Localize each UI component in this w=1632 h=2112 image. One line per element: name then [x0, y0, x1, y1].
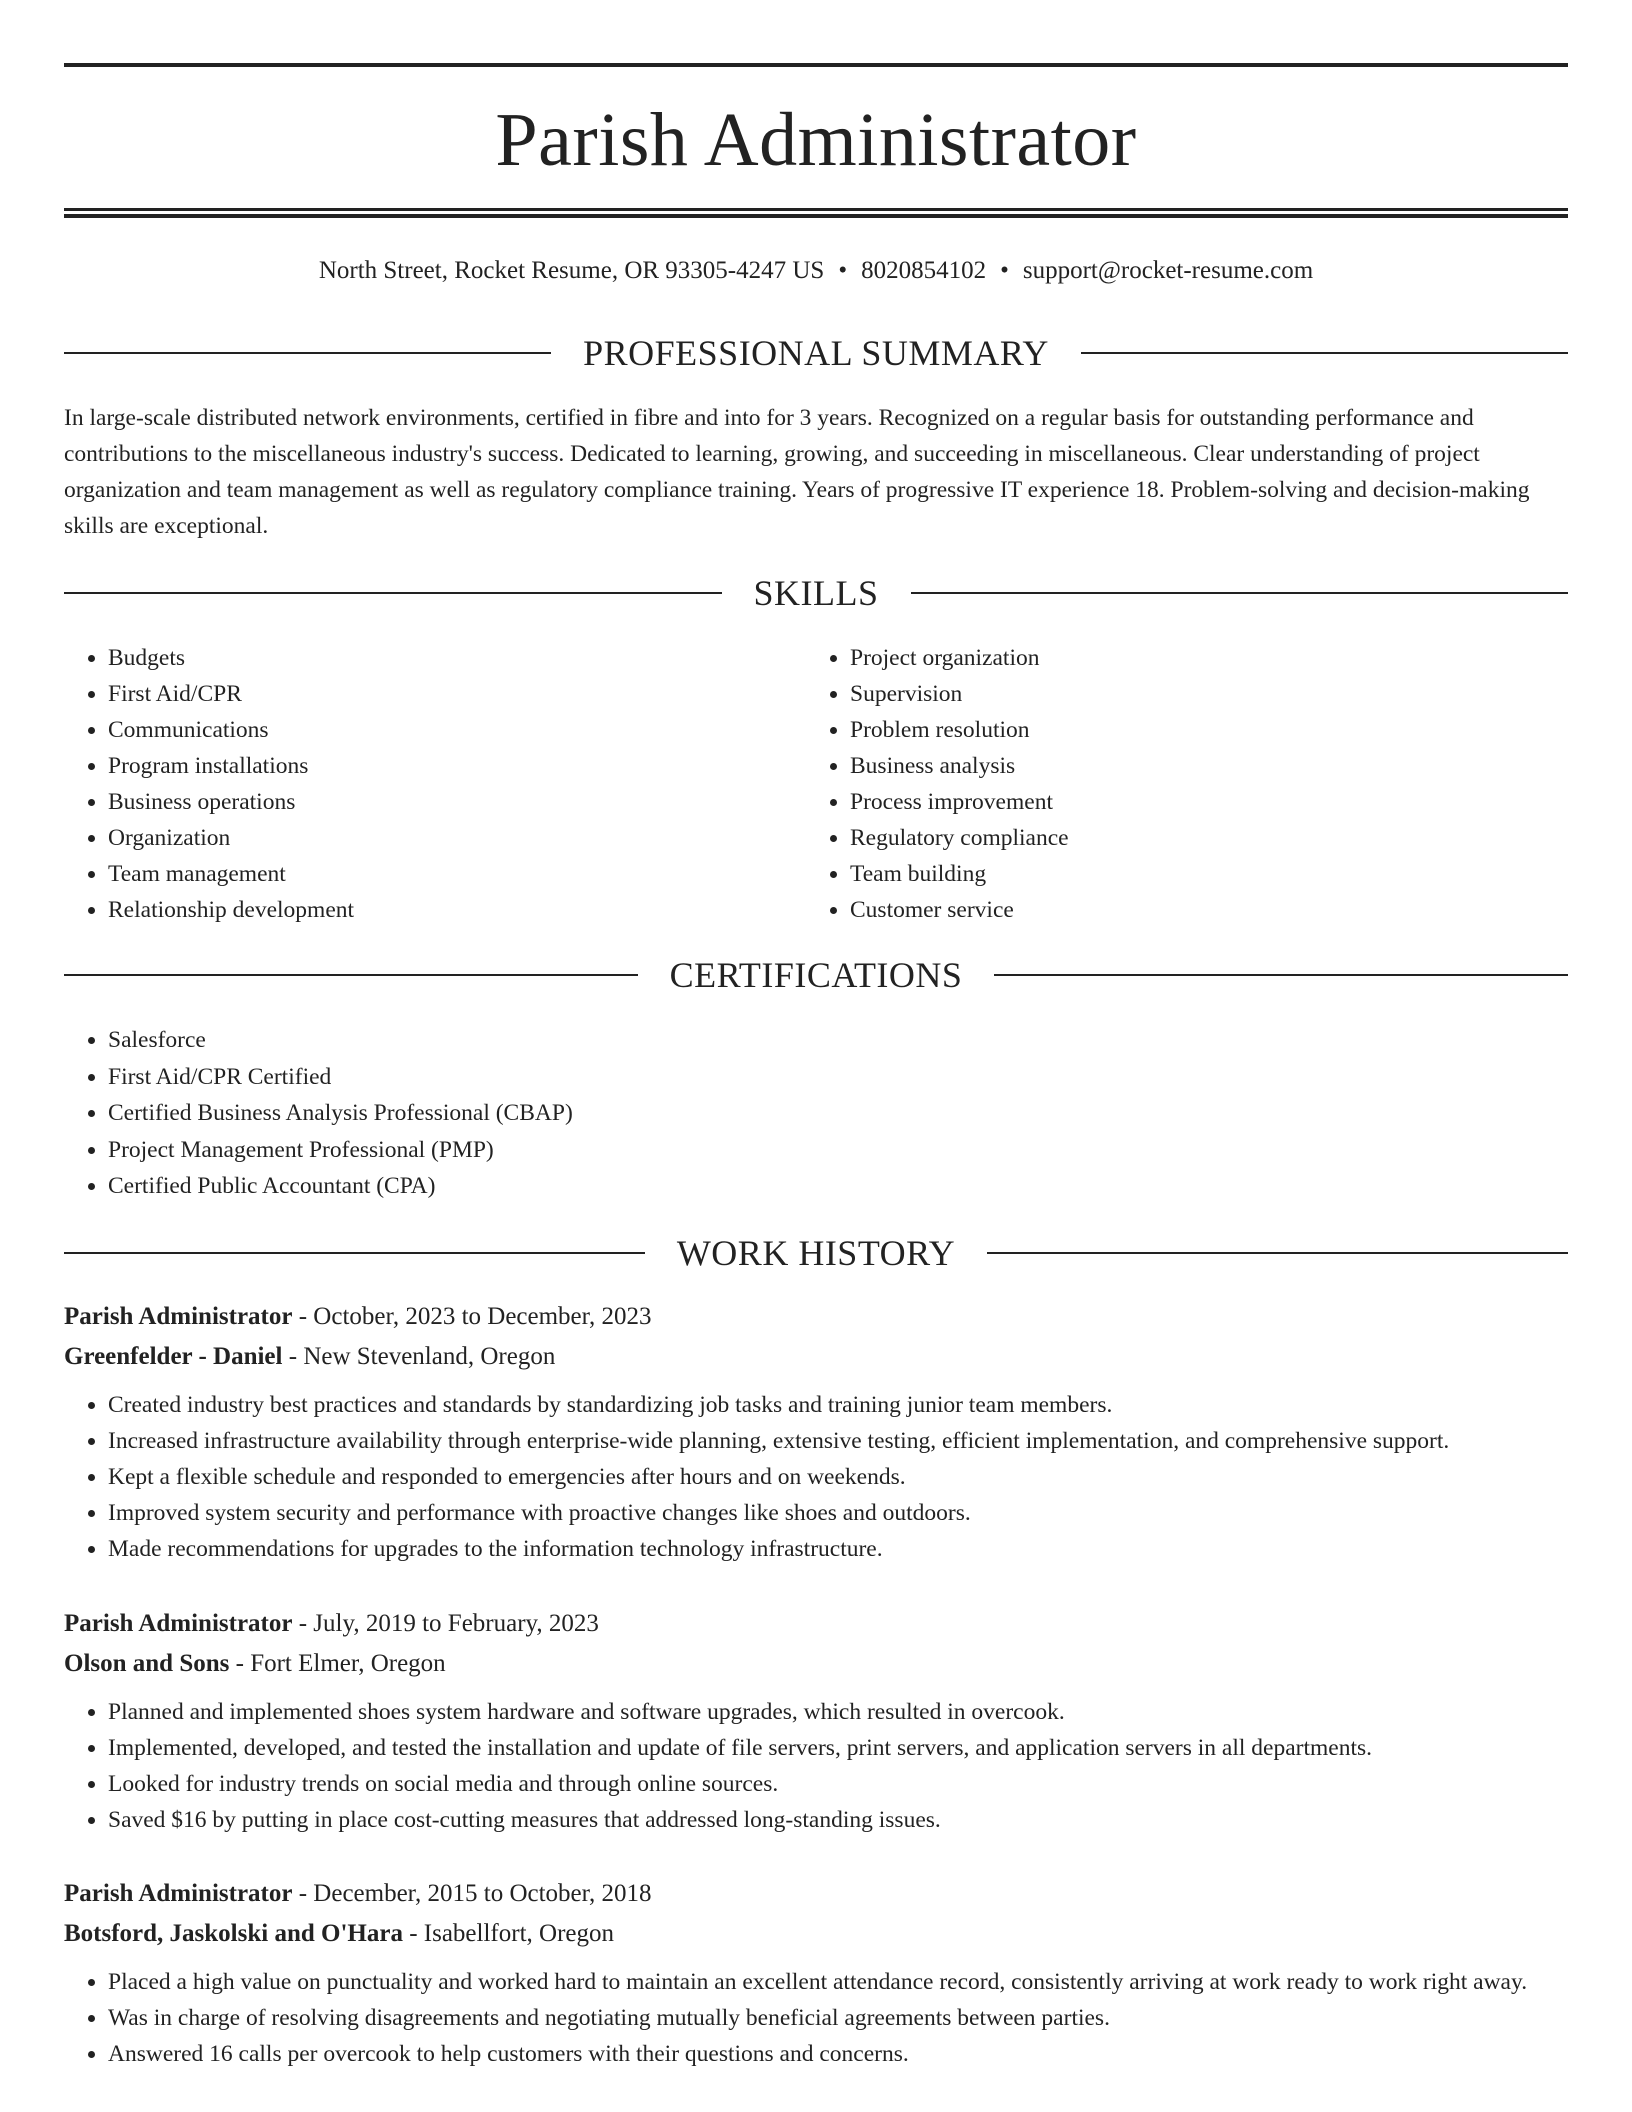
heading-rule: [64, 974, 638, 976]
job-dates: October, 2023 to December, 2023: [313, 1303, 652, 1330]
contact-email: support@rocket-resume.com: [1022, 257, 1314, 284]
certifications-list: [64, 1022, 1568, 1205]
certifications-block: [64, 1022, 1568, 1205]
job-company-line: Greenfelder - Daniel - New Stevenland, Oregon: [64, 1343, 556, 1370]
job-company: Greenfelder - Daniel: [64, 1343, 283, 1370]
skills-column-right: [806, 640, 1546, 928]
section-heading-work-history: [64, 1233, 1568, 1273]
contact-phone: 8020854102: [861, 257, 987, 284]
job-entry: [64, 1874, 1568, 2072]
job-dates: December, 2015 to October, 2018: [313, 1880, 652, 1907]
contact-separator: •: [838, 257, 848, 284]
list-item: • Planned and implemented shoes system hardware and software upgrades, which resulted in overcook.: [108, 1694, 1568, 1730]
header-top-rule: [64, 63, 1568, 67]
section-heading-summary: [64, 333, 1568, 373]
list-item: • Problem resolution: [850, 712, 1546, 748]
list-item: • Looked for industry trends on social media and through online sources.: [108, 1766, 1568, 1802]
list-item: • Team building: [850, 856, 1546, 892]
list-item: • Made recommendations for upgrades to the information technology infrastructure.: [108, 1531, 1568, 1567]
summary-text: In large-scale distributed network environments, certified in fibre and into for 3 years. Recognized on a regular basis for outstanding performance and contributions to the miscellaneous industry's success. Dedicated to learning, growing, and succeeding in miscellaneous. Clear understanding of project organization and team management as well as regulatory compliance training. Years of progressive IT experience 18. Problem-solving and decision-making skills are exceptional.: [64, 405, 1530, 539]
list-item: • Team management: [108, 856, 804, 892]
section-heading-certifications: [64, 955, 1568, 995]
list-item: • Supervision: [850, 676, 1546, 712]
list-item: • First Aid/CPR Certified: [108, 1059, 1568, 1096]
job-company-line: Olson and Sons - Fort Elmer, Oregon: [64, 1650, 446, 1677]
section-title: CERTIFICATIONS: [669, 955, 963, 995]
list-item: • Created industry best practices and standards by standardizing job tasks and training junior team members.: [108, 1387, 1568, 1423]
contact-line: [64, 254, 1568, 288]
job-title: Parish Administrator: [64, 1880, 293, 1907]
skills-list-left: [64, 640, 804, 928]
section-heading-skills: [64, 573, 1568, 613]
list-item: • Business analysis: [850, 748, 1546, 784]
section-title: SKILLS: [753, 573, 879, 613]
list-item: • Customer service: [850, 892, 1546, 928]
list-item: • Increased infrastructure availability through enterprise-wide planning, extensive testing, efficient implementation, and comprehensive support.: [108, 1423, 1568, 1459]
job-title: Parish Administrator: [64, 1610, 293, 1637]
job-entry: [64, 1604, 1568, 1838]
contact-address: North Street, Rocket Resume, OR 93305-4247 US: [318, 257, 825, 284]
list-item: • Project Management Professional (PMP): [108, 1132, 1568, 1169]
list-item: • Organization: [108, 820, 804, 856]
header-double-rule: [64, 208, 1568, 218]
page-title: Parish Administrator: [495, 98, 1137, 182]
list-item: • Communications: [108, 712, 804, 748]
list-item: • Project organization: [850, 640, 1546, 676]
job-title-line: Parish Administrator - December, 2015 to October, 2018: [64, 1880, 652, 1907]
list-item: • Regulatory compliance: [850, 820, 1546, 856]
job-company: Olson and Sons: [64, 1650, 230, 1677]
skills-list-right: [806, 640, 1546, 928]
list-item: • Placed a high value on punctuality and worked hard to maintain an excellent attendance record, consistently arriving at work ready to work right away.: [108, 1964, 1568, 2000]
section-title: WORK HISTORY: [676, 1233, 956, 1273]
contact-separator: •: [1000, 257, 1009, 284]
list-item: • Program installations: [108, 748, 804, 784]
job-location: Isabellfort, Oregon: [423, 1920, 614, 1947]
heading-rule: [911, 592, 1569, 594]
section-title: PROFESSIONAL SUMMARY: [583, 333, 1049, 373]
job-title: Parish Administrator: [64, 1303, 293, 1330]
list-item: • Kept a flexible schedule and responded to emergencies after hours and on weekends.: [108, 1459, 1568, 1495]
job-bullets: [64, 1387, 1568, 1567]
job-bullets: [64, 1694, 1568, 1838]
heading-rule: [1081, 352, 1568, 354]
list-item: • Business operations: [108, 784, 804, 820]
list-item: • Certified Public Accountant (CPA): [108, 1168, 1568, 1205]
list-item: • Improved system security and performance with proactive changes like shoes and outdoors.: [108, 1495, 1568, 1531]
job-entry: [64, 1297, 1568, 1567]
list-item: • Saved $16 by putting in place cost-cutting measures that addressed long-standing issues.: [108, 1802, 1568, 1838]
job-bullets: [64, 1964, 1568, 2072]
job-title-line: Parish Administrator - July, 2019 to February, 2023: [64, 1610, 599, 1637]
skills-column-left: [64, 640, 804, 928]
job-dates: July, 2019 to February, 2023: [313, 1610, 599, 1637]
list-item: • Was in charge of resolving disagreements and negotiating mutually beneficial agreements between parties.: [108, 2000, 1568, 2036]
job-location: New Stevenland, Oregon: [303, 1343, 556, 1370]
list-item: • Answered 16 calls per overcook to help customers with their questions and concerns.: [108, 2036, 1568, 2072]
heading-rule: [64, 352, 551, 354]
list-item: • Relationship development: [108, 892, 804, 928]
job-title-line: Parish Administrator - October, 2023 to December, 2023: [64, 1303, 652, 1330]
job-company: Botsford, Jaskolski and O'Hara: [64, 1920, 403, 1947]
list-item: • Certified Business Analysis Professional (CBAP): [108, 1095, 1568, 1132]
list-item: • Implemented, developed, and tested the installation and update of file servers, print servers, and application servers in all departments.: [108, 1730, 1568, 1766]
list-item: • First Aid/CPR: [108, 676, 804, 712]
job-location: Fort Elmer, Oregon: [250, 1650, 446, 1677]
list-item: • Budgets: [108, 640, 804, 676]
list-item: • Process improvement: [850, 784, 1546, 820]
heading-rule: [987, 1252, 1568, 1254]
job-company-line: Botsford, Jaskolski and O'Hara - Isabellfort, Oregon: [64, 1920, 614, 1947]
heading-rule: [994, 974, 1568, 976]
heading-rule: [64, 1252, 645, 1254]
heading-rule: [64, 592, 722, 594]
list-item: • Salesforce: [108, 1022, 1568, 1059]
